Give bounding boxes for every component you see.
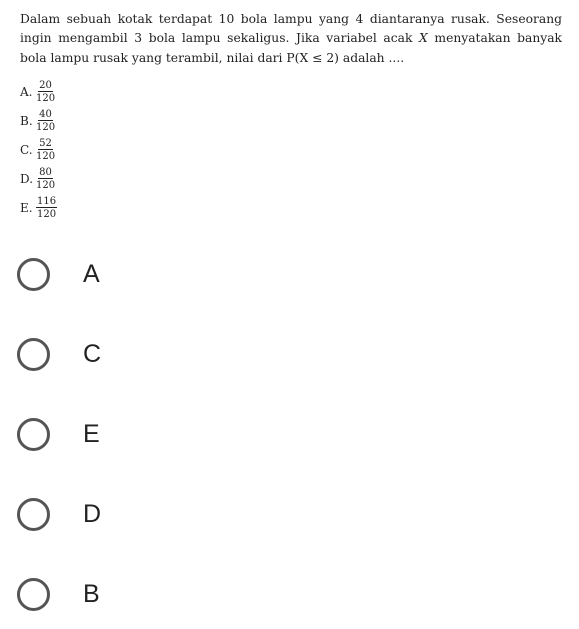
option-c <box>20 135 57 164</box>
choice-d[interactable] <box>17 494 101 534</box>
fraction-numerator: 80 <box>39 166 52 178</box>
fraction-numerator: 52 <box>39 137 52 149</box>
question-text-after: adalah .... <box>338 50 405 65</box>
choice-label[interactable]: A <box>83 259 100 288</box>
choice-label[interactable]: E <box>83 419 100 448</box>
radio-button-icon[interactable] <box>17 498 50 531</box>
option-fraction <box>36 80 55 104</box>
question-variable: X <box>419 31 428 46</box>
radio-button-icon[interactable] <box>17 578 50 611</box>
choice-label[interactable]: B <box>83 579 100 608</box>
choice-c[interactable] <box>17 334 101 374</box>
fraction-denominator: 120 <box>36 92 56 104</box>
option-a <box>20 77 57 106</box>
option-letter: C. <box>20 142 33 157</box>
radio-button-icon[interactable] <box>17 338 50 371</box>
radio-button-icon[interactable] <box>17 258 50 291</box>
option-e <box>20 193 57 222</box>
fraction-numerator: 40 <box>39 108 52 120</box>
fraction-denominator: 120 <box>36 179 56 191</box>
question-text-middle: menyatakan banyak bola lampu rusak yang terambil, nilai dari <box>20 31 562 65</box>
choice-a[interactable] <box>17 254 100 294</box>
choice-label[interactable]: D <box>83 499 102 528</box>
option-fraction <box>36 196 57 220</box>
option-fraction <box>36 138 55 162</box>
option-b <box>20 106 57 135</box>
question-expression: P(X ≤ 2) <box>286 50 339 65</box>
option-fraction <box>36 167 55 191</box>
choice-e[interactable] <box>17 414 100 454</box>
option-letter: A. <box>20 84 33 99</box>
fraction-denominator: 120 <box>37 208 57 220</box>
option-fraction <box>36 109 55 133</box>
fraction-numerator: 116 <box>37 195 57 207</box>
radio-button-icon[interactable] <box>17 418 50 451</box>
option-d <box>20 164 57 193</box>
option-letter: D. <box>20 171 34 186</box>
question-text-before: Dalam sebuah kotak terdapat 10 bola lampu yang 4 diantaranya rusak. Seseorang ingin mengambil 3 bola lampu sekaligus. Jika variabel acak <box>20 12 562 46</box>
answer-options-list <box>20 77 57 222</box>
choice-b[interactable] <box>17 574 100 614</box>
option-letter: B. <box>20 113 33 128</box>
choice-label[interactable]: C <box>83 339 102 368</box>
fraction-denominator: 120 <box>36 121 56 133</box>
fraction-denominator: 120 <box>36 150 56 162</box>
option-letter: E. <box>20 200 33 215</box>
fraction-numerator: 20 <box>39 79 52 91</box>
question-text <box>20 10 562 68</box>
